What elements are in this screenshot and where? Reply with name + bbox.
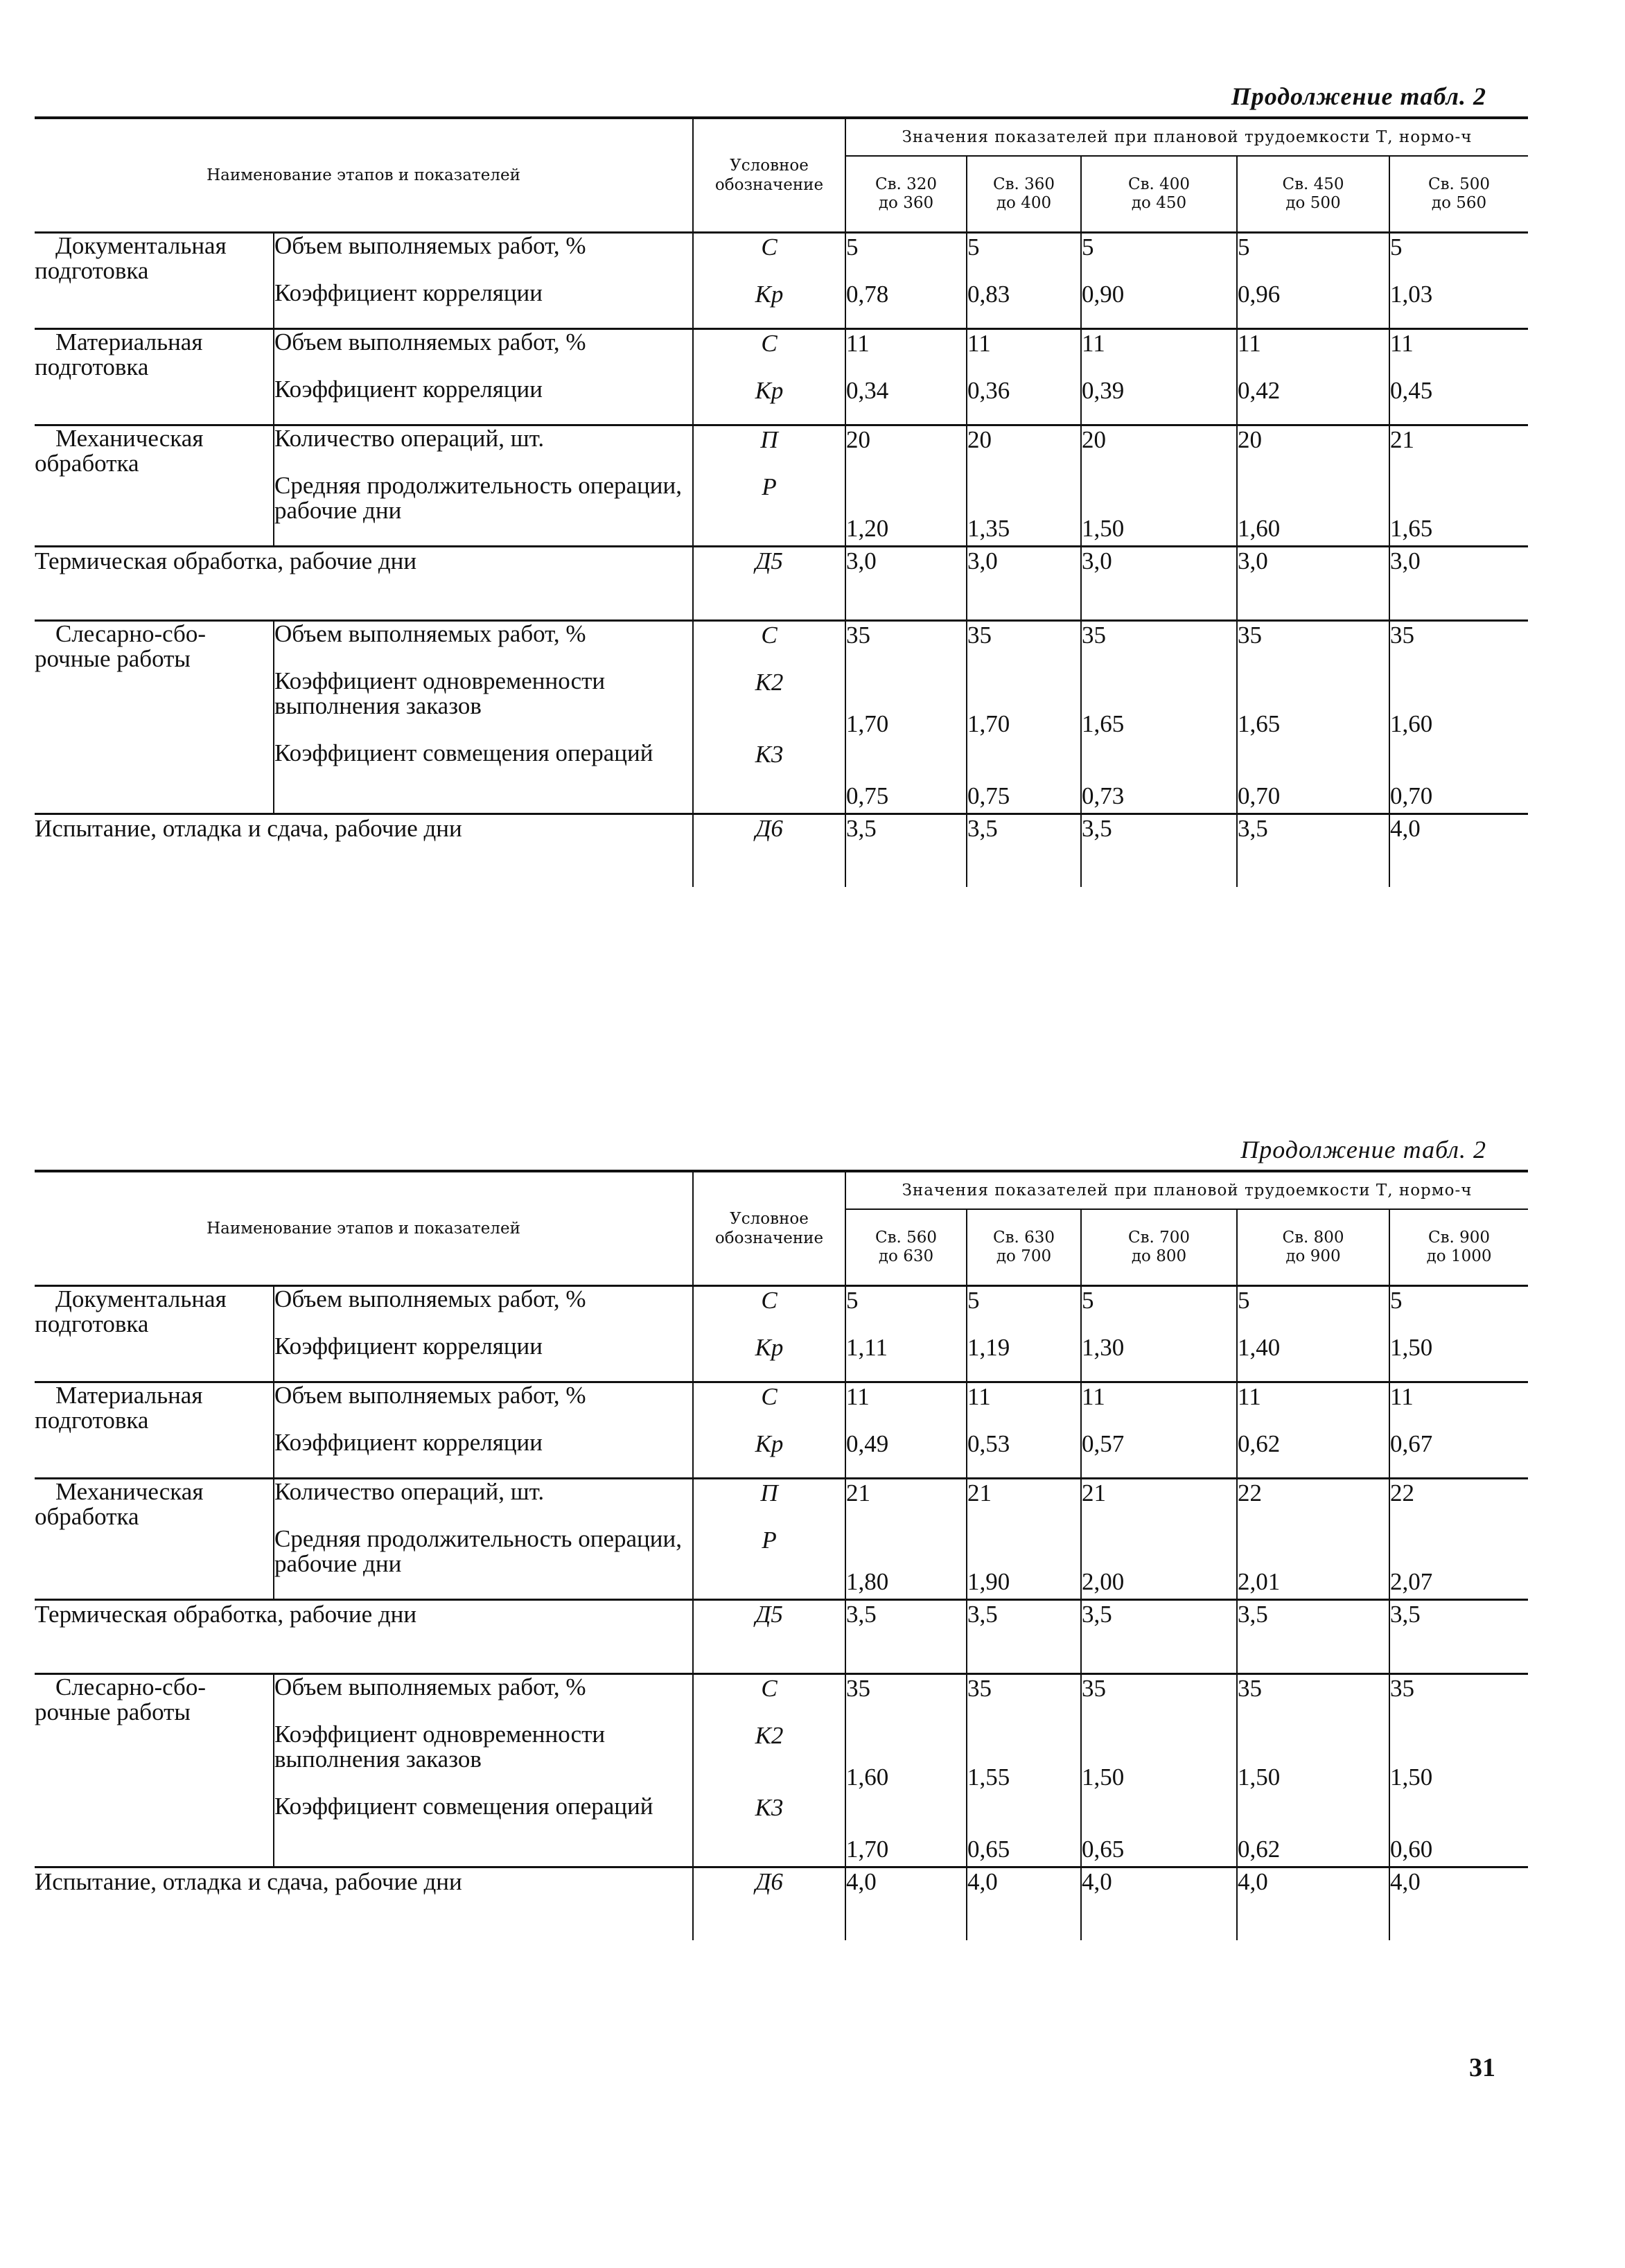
value-cell: 3,5: [845, 1600, 967, 1674]
stage-name: [35, 1382, 274, 1479]
value-cell: 2,00: [1081, 1527, 1237, 1600]
header-range: [967, 1209, 1081, 1286]
value-cell: 21: [967, 1479, 1081, 1527]
value-cell: 20: [1081, 425, 1237, 474]
indicator-label: Коэффициент корреляции: [274, 1334, 693, 1382]
value-cell: 1,65: [1081, 669, 1237, 741]
symbol-cell: Кр: [693, 1430, 845, 1479]
indicator-label: Средняя продолжительность операции, рабочие дни: [274, 473, 693, 547]
value-cell: 5: [845, 1286, 967, 1335]
value-cell: 0,60: [1390, 1836, 1433, 1863]
value-cell: 35: [967, 621, 1081, 669]
value-cell: 21: [1389, 425, 1528, 474]
symbol-cell: Д5: [693, 547, 845, 621]
value-cell: 5: [1081, 233, 1237, 281]
stage-line: Механическая: [55, 425, 204, 452]
range-to: до 900: [1285, 1247, 1341, 1265]
header-range: [845, 1209, 967, 1286]
symbol-cell: С: [693, 621, 845, 669]
value-cell: 0,90: [1081, 281, 1237, 329]
stage-name: Термическая обработка, рабочие дни: [35, 547, 693, 621]
value-cell: 0,49: [845, 1430, 967, 1479]
range-to: до 360: [878, 194, 934, 212]
symbol-cell: С: [693, 233, 845, 281]
value-cell: 1,11: [845, 1334, 967, 1382]
value-cell: 20: [1237, 425, 1389, 474]
value-cell: 3,0: [845, 547, 967, 621]
value-cell: 0,34: [845, 377, 967, 425]
range-from: Св. 500: [1428, 175, 1491, 193]
value-cell: 1,50: [1390, 1764, 1433, 1791]
value-cell: 3,5: [967, 1600, 1081, 1674]
value-cell: 0,78: [845, 281, 967, 329]
value-cell: 1,70: [967, 669, 1081, 741]
value-cell: 20: [845, 425, 967, 474]
table-row: [35, 1382, 1528, 1431]
value-cell: 5: [1237, 233, 1389, 281]
value-cell: 35: [1081, 1674, 1237, 1723]
value-cell: 0,57: [1081, 1430, 1237, 1479]
indicator-label: Коэффициент совмещения операций: [274, 741, 693, 814]
indicator-table: [35, 116, 1528, 887]
table-row: [35, 1600, 1528, 1674]
indicator-label: Количество операций, шт.: [274, 1479, 693, 1527]
header-range: [845, 156, 967, 233]
value-cell: 0,83: [967, 281, 1081, 329]
indicator-label: Коэффициент одновременности выполнения заказов: [274, 1722, 693, 1794]
stage-line: Материальная: [55, 1382, 203, 1409]
range-from: Св. 800: [1282, 1229, 1344, 1247]
header-symbol-column: Условное обозначение: [693, 118, 845, 233]
stage-name: [35, 1479, 274, 1600]
value-cell: 4,0: [1389, 1867, 1528, 1941]
stage-line: Слесарно-сбо-: [55, 1673, 207, 1700]
value-cell: 1,30: [1081, 1334, 1237, 1382]
table-row: [35, 1867, 1528, 1941]
value-cell: 3,5: [1237, 1600, 1389, 1674]
value-cell: 0,36: [967, 377, 1081, 425]
stage-name: [35, 233, 274, 329]
value-cell: 0,75: [845, 741, 967, 814]
header-range: [1389, 156, 1528, 233]
value-cell: 1,40: [1237, 1334, 1389, 1382]
value-cell: 5: [1081, 1286, 1237, 1335]
range-to: до 400: [996, 194, 1052, 212]
range-to: до 630: [878, 1247, 934, 1265]
indicator-label: Объем выполняемых работ, %: [274, 1286, 693, 1335]
value-cell: 35: [845, 1674, 967, 1723]
value-cell: 0,45: [1390, 377, 1433, 404]
table-row: [35, 1479, 1528, 1527]
value-cell: 11: [1389, 329, 1528, 378]
value-cell: 35: [967, 1674, 1081, 1723]
range-to: до 500: [1285, 194, 1341, 212]
value-cell: 0,70: [1237, 741, 1389, 814]
header-range: [1081, 1209, 1237, 1286]
header-range: [1081, 156, 1237, 233]
value-cell: 0,67: [1390, 1430, 1433, 1457]
value-cell: 0,42: [1237, 377, 1389, 425]
table-row: [35, 425, 1528, 474]
table-row: [35, 329, 1528, 378]
value-cell: 11: [1237, 1382, 1389, 1431]
value-cell: 5: [1389, 233, 1528, 281]
stage-line: обработка: [35, 1503, 139, 1530]
value-cell: 1,90: [967, 1527, 1081, 1600]
value-cell: 3,0: [1237, 547, 1389, 621]
stage-line: обработка: [35, 450, 139, 477]
value-cell: 35: [1389, 621, 1528, 669]
symbol-cell: К3: [693, 1794, 845, 1867]
indicator-label: Объем выполняемых работ, %: [274, 1674, 693, 1723]
symbol-cell: К3: [693, 741, 845, 814]
symbol-cell: П: [693, 1479, 845, 1527]
value-cell: 3,5: [845, 814, 967, 888]
stage-line: подготовка: [35, 257, 149, 284]
range-to: до 700: [996, 1247, 1052, 1265]
symbol-cell: Р: [693, 473, 845, 547]
symbol-cell: Кр: [693, 377, 845, 425]
value-cell: 1,60: [1390, 710, 1433, 737]
value-cell: 35: [1389, 1674, 1528, 1723]
value-cell: 3,0: [1081, 547, 1237, 621]
value-cell: 3,5: [1237, 814, 1389, 888]
header-range: [1389, 1209, 1528, 1286]
header-range: [967, 156, 1081, 233]
range-from: Св. 560: [875, 1229, 938, 1247]
symbol-cell: К2: [693, 669, 845, 741]
value-cell: 5: [1389, 1286, 1528, 1335]
value-cell: 20: [967, 425, 1081, 474]
value-cell: 22: [1237, 1479, 1389, 1527]
value-cell: 1,50: [1390, 1334, 1433, 1361]
table-row: [35, 1286, 1528, 1335]
symbol-cell: Р: [693, 1527, 845, 1600]
stage-name: Термическая обработка, рабочие дни: [35, 1600, 693, 1674]
symbol-cell: Кр: [693, 281, 845, 329]
indicator-label: Коэффициент корреляции: [274, 1430, 693, 1479]
value-cell: 5: [1237, 1286, 1389, 1335]
value-cell: 1,50: [1081, 473, 1237, 547]
value-cell: 3,5: [1389, 1600, 1528, 1674]
indicator-label: Коэффициент корреляции: [274, 281, 693, 329]
stage-name: [35, 621, 274, 814]
value-cell: 0,70: [1390, 782, 1433, 809]
value-cell: 5: [967, 233, 1081, 281]
stage-line: Документальная: [55, 232, 227, 259]
value-cell: 1,65: [1237, 669, 1389, 741]
page-number: 31: [1469, 2053, 1495, 2082]
value-cell: 1,70: [845, 1794, 967, 1867]
value-cell: 4,0: [1237, 1867, 1389, 1941]
value-cell: 0,53: [967, 1430, 1081, 1479]
value-cell: 21: [845, 1479, 967, 1527]
symbol-cell: С: [693, 1286, 845, 1335]
stage-line: подготовка: [35, 1310, 149, 1337]
value-cell: 4,0: [845, 1867, 967, 1941]
value-cell: 35: [1081, 621, 1237, 669]
value-cell: 1,20: [845, 473, 967, 547]
value-cell: 11: [967, 329, 1081, 378]
table-row: [35, 814, 1528, 888]
value-cell: 22: [1389, 1479, 1528, 1527]
symbol-cell: С: [693, 1382, 845, 1431]
stage-line: Документальная: [55, 1285, 227, 1312]
value-cell: 4,0: [1389, 814, 1528, 888]
value-cell: 3,0: [1389, 547, 1528, 621]
symbol-cell: С: [693, 329, 845, 378]
range-to: до 450: [1131, 194, 1187, 212]
stage-name: [35, 329, 274, 425]
stage-line: подготовка: [35, 1407, 149, 1434]
value-cell: 5: [967, 1286, 1081, 1335]
symbol-cell: Кр: [693, 1334, 845, 1382]
value-cell: 11: [845, 1382, 967, 1431]
stage-name: [35, 425, 274, 547]
stage-name: [35, 1674, 274, 1867]
stage-line: подготовка: [35, 353, 149, 380]
stage-line: Механическая: [55, 1478, 204, 1505]
value-cell: 11: [1237, 329, 1389, 378]
value-cell: 0,39: [1081, 377, 1237, 425]
header-name-column: Наименование этапов и показателей: [35, 1171, 693, 1286]
value-cell: 1,80: [845, 1527, 967, 1600]
stage-name: Испытание, отладка и сдача, рабочие дни: [35, 814, 693, 888]
table-row: [35, 233, 1528, 281]
value-cell: 1,60: [1237, 473, 1389, 547]
value-cell: 1,55: [967, 1722, 1081, 1794]
value-cell: 0,62: [1237, 1430, 1389, 1479]
value-cell: 0,65: [967, 1794, 1081, 1867]
table-row: [35, 621, 1528, 669]
value-cell: 0,65: [1081, 1794, 1237, 1867]
value-cell: 11: [1081, 329, 1237, 378]
range-to: до 560: [1431, 194, 1487, 212]
symbol-cell: Д6: [693, 1867, 845, 1941]
value-cell: 1,70: [845, 669, 967, 741]
table-row: [35, 547, 1528, 621]
stage-line: Слесарно-сбо-: [55, 620, 207, 647]
symbol-cell: Д6: [693, 814, 845, 888]
symbol-cell: С: [693, 1674, 845, 1723]
value-cell: 35: [845, 621, 967, 669]
header-symbol-column: Условное обозначение: [693, 1171, 845, 1286]
range-to: до 800: [1131, 1247, 1187, 1265]
indicator-label: Объем выполняемых работ, %: [274, 621, 693, 669]
value-cell: 35: [1237, 621, 1389, 669]
stage-name: [35, 1286, 274, 1382]
value-cell: 0,75: [967, 741, 1081, 814]
table-caption: Продолжение табл. 2: [1240, 1136, 1486, 1163]
value-cell: 5: [845, 233, 967, 281]
indicator-label: Коэффициент одновременности выполнения заказов: [274, 669, 693, 741]
range-from: Св. 320: [875, 175, 938, 193]
value-cell: 0,73: [1081, 741, 1237, 814]
stage-line: рочные работы: [35, 1698, 191, 1725]
value-cell: 4,0: [1081, 1867, 1237, 1941]
value-cell: 1,50: [1081, 1722, 1237, 1794]
range-from: Св. 360: [992, 175, 1055, 193]
range-to: до 1000: [1426, 1247, 1492, 1265]
range-from: Св. 900: [1428, 1229, 1491, 1247]
value-cell: 0,62: [1237, 1794, 1389, 1867]
range-from: Св. 400: [1127, 175, 1191, 193]
value-cell: 11: [845, 329, 967, 378]
value-cell: 2,07: [1390, 1568, 1433, 1595]
range-from: Св. 450: [1282, 175, 1344, 193]
value-cell: 11: [967, 1382, 1081, 1431]
header-values-span: Значения показателей при плановой трудоемкости Т, нормо-ч: [845, 118, 1528, 156]
value-cell: 1,03: [1390, 281, 1433, 308]
value-cell: 3,5: [1081, 814, 1237, 888]
value-cell: 1,35: [967, 473, 1081, 547]
symbol-cell: К2: [693, 1722, 845, 1794]
range-from: Св. 630: [992, 1229, 1055, 1247]
indicator-label: Объем выполняемых работ, %: [274, 1382, 693, 1431]
value-cell: 1,60: [845, 1722, 967, 1794]
indicator-table: [35, 1170, 1528, 1940]
indicator-label: Средняя продолжительность операции, рабочие дни: [274, 1527, 693, 1600]
value-cell: 3,0: [967, 547, 1081, 621]
symbol-cell: Д5: [693, 1600, 845, 1674]
table-row: [35, 1674, 1528, 1723]
value-cell: 11: [1389, 1382, 1528, 1431]
indicator-label: Количество операций, шт.: [274, 425, 693, 474]
indicator-label: Объем выполняемых работ, %: [274, 233, 693, 281]
value-cell: 35: [1237, 1674, 1389, 1723]
value-cell: 21: [1081, 1479, 1237, 1527]
range-from: Св. 700: [1127, 1229, 1191, 1247]
indicator-label: Коэффициент совмещения операций: [274, 1794, 693, 1867]
value-cell: 3,5: [967, 814, 1081, 888]
stage-line: рочные работы: [35, 645, 191, 672]
stage-line: Материальная: [55, 328, 203, 355]
value-cell: 1,50: [1237, 1722, 1389, 1794]
header-range: [1237, 156, 1389, 233]
value-cell: 1,65: [1390, 515, 1433, 542]
value-cell: 11: [1081, 1382, 1237, 1431]
value-cell: 3,5: [1081, 1600, 1237, 1674]
indicator-label: Объем выполняемых работ, %: [274, 329, 693, 378]
stage-name: Испытание, отладка и сдача, рабочие дни: [35, 1867, 693, 1941]
table-caption: Продолжение табл. 2: [1231, 82, 1486, 110]
header-values-span: Значения показателей при плановой трудоемкости Т, нормо-ч: [845, 1171, 1528, 1209]
value-cell: 1,19: [967, 1334, 1081, 1382]
header-name-column: Наименование этапов и показателей: [35, 118, 693, 233]
indicator-label: Коэффициент корреляции: [274, 377, 693, 425]
value-cell: 4,0: [967, 1867, 1081, 1941]
value-cell: 2,01: [1237, 1527, 1389, 1600]
value-cell: 0,96: [1237, 281, 1389, 329]
header-range: [1237, 1209, 1389, 1286]
symbol-cell: П: [693, 425, 845, 474]
